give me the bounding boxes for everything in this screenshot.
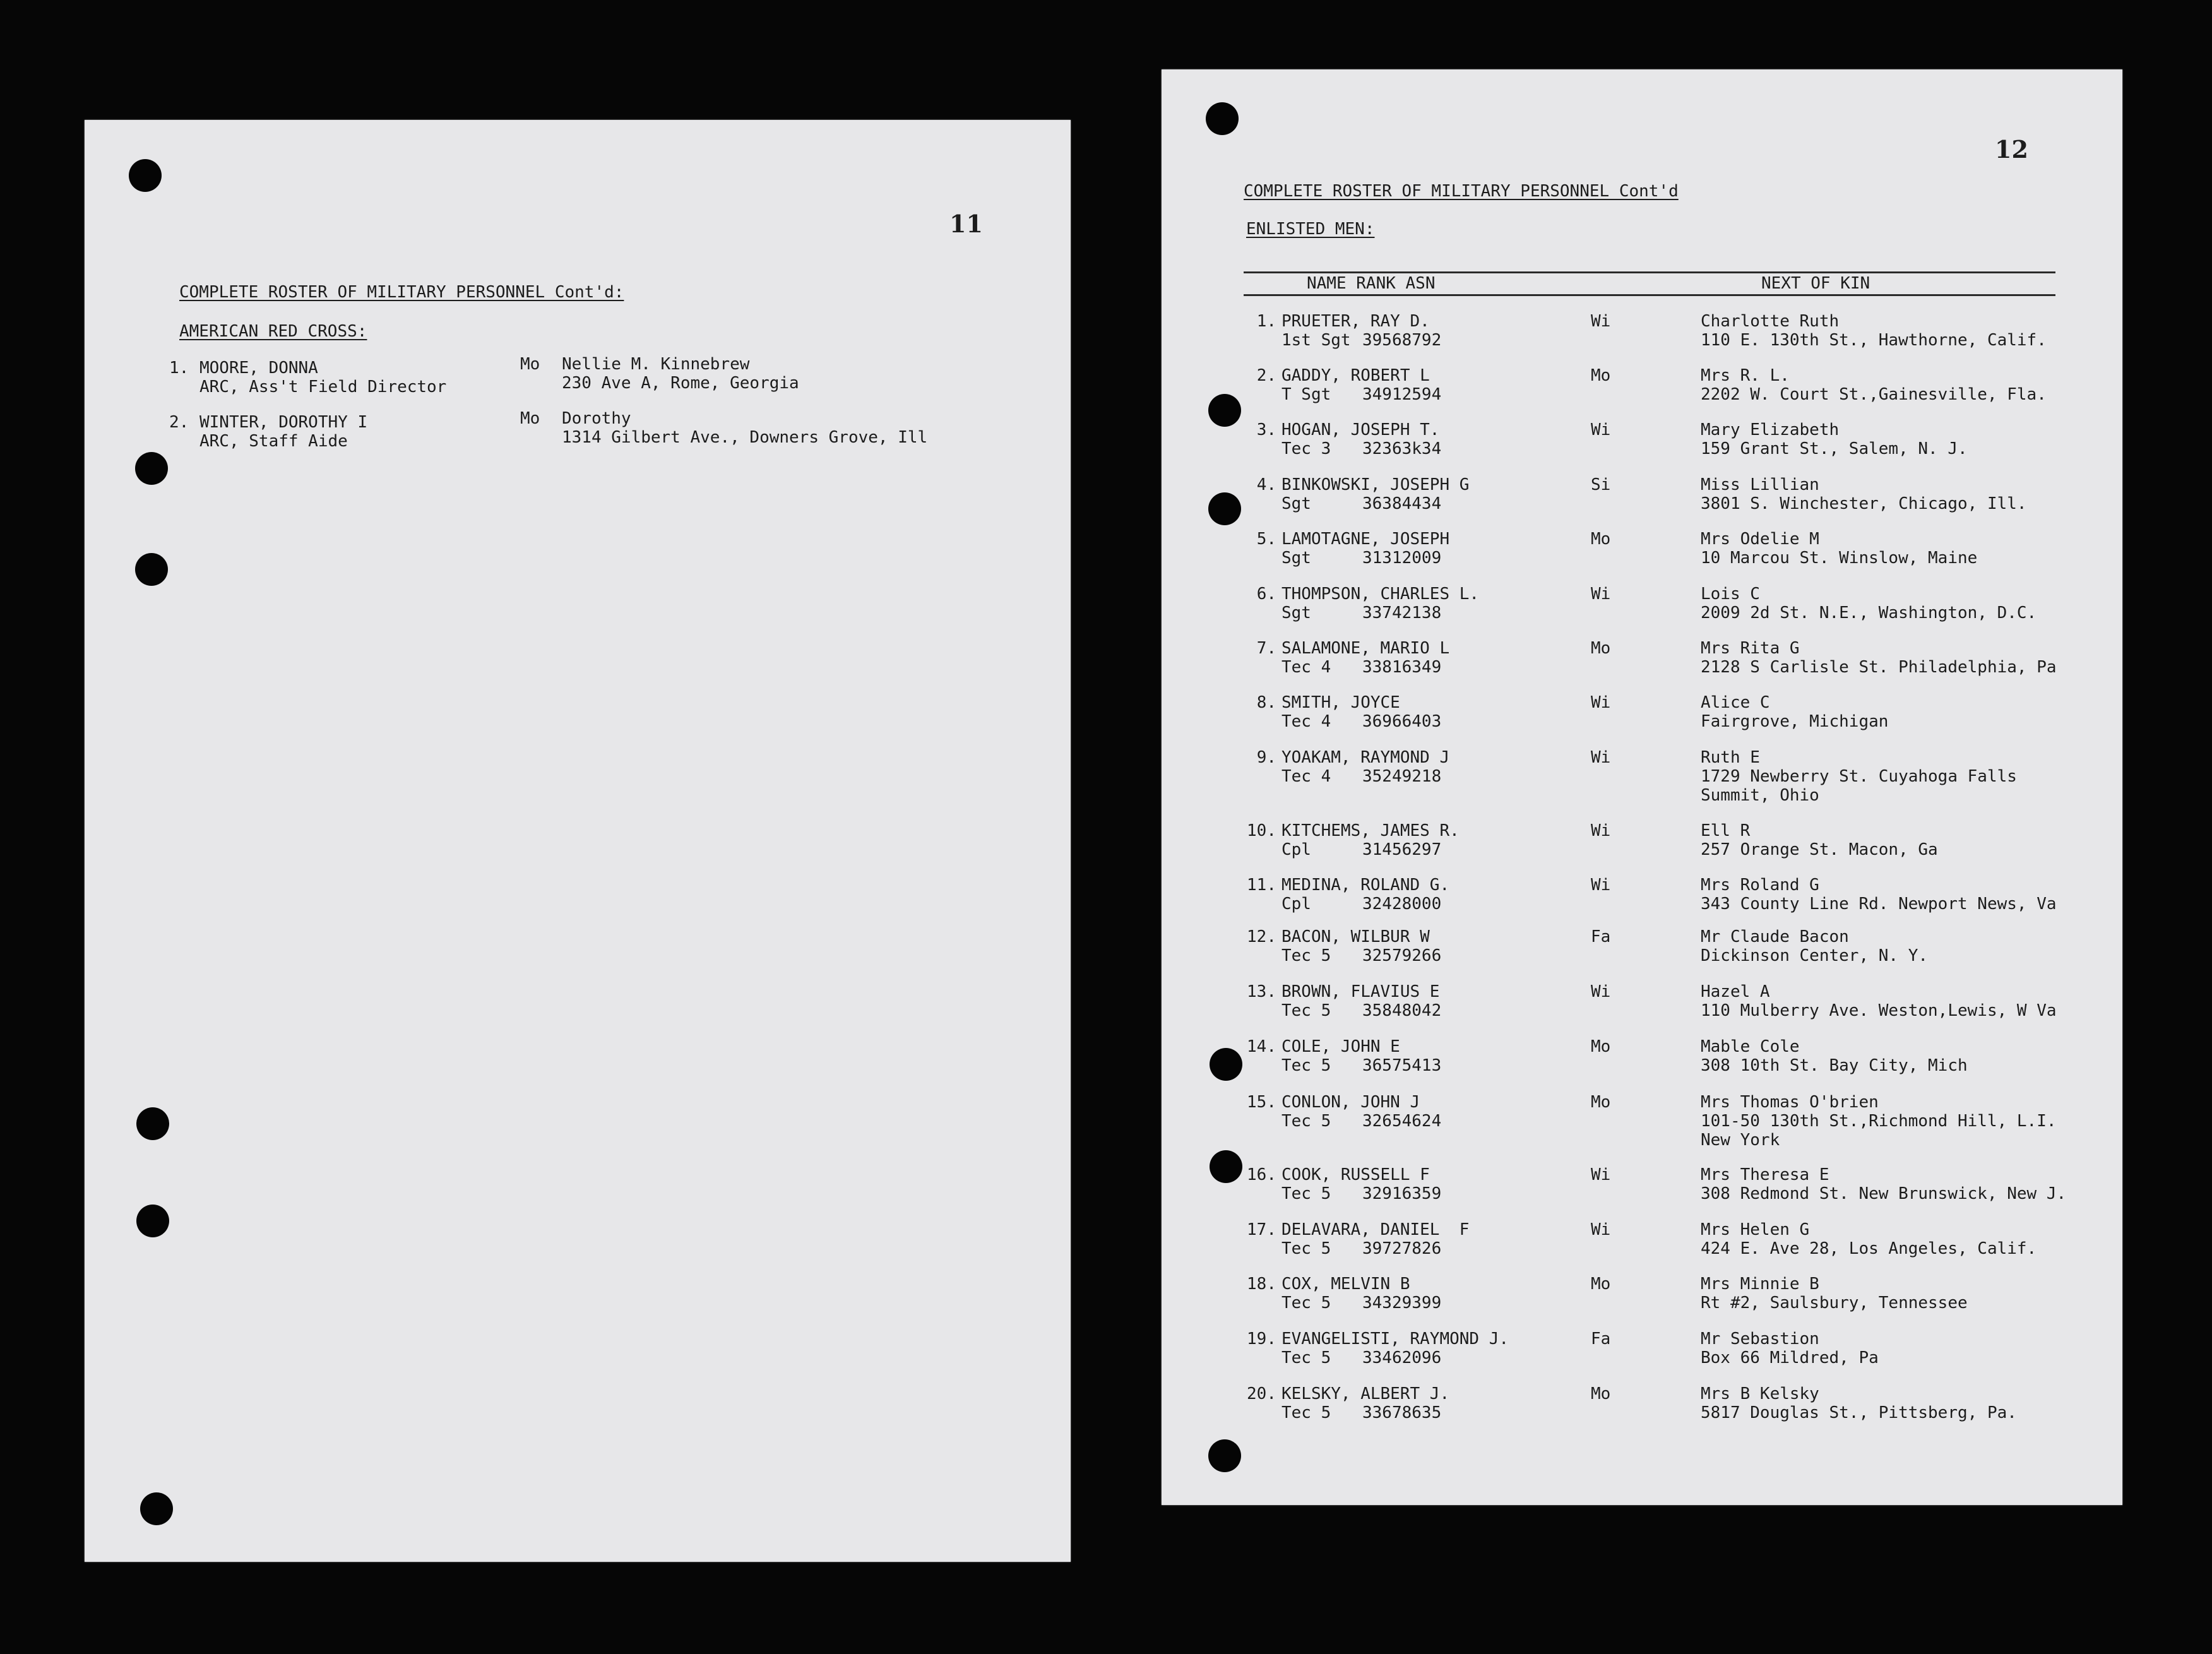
next-of-kin-address-line: 159 Grant St., Salem, N. J. bbox=[1701, 439, 1968, 458]
entry-position: ARC, Ass't Field Director bbox=[199, 378, 447, 396]
entry-name: COLE, JOHN E bbox=[1281, 1037, 1400, 1056]
entry-name: KELSKY, ALBERT J. bbox=[1281, 1384, 1450, 1403]
entry-number: 5. bbox=[1256, 530, 1276, 549]
entry-state-code: Mo bbox=[1591, 1384, 1611, 1403]
entry-asn: 33742138 bbox=[1362, 604, 1442, 622]
next-of-kin-address-line: New York bbox=[1701, 1131, 1780, 1150]
section-heading: AMERICAN RED CROSS: bbox=[179, 322, 367, 341]
next-of-kin-address-line: 5817 Douglas St., Pittsberg, Pa. bbox=[1701, 1403, 2017, 1422]
entry-asn: 36966403 bbox=[1362, 712, 1442, 731]
entry-name: HOGAN, JOSEPH T. bbox=[1281, 420, 1440, 439]
entry-state-code: Mo bbox=[1591, 639, 1611, 658]
right-document-page bbox=[1162, 69, 2122, 1505]
entry-number: 16. bbox=[1247, 1165, 1276, 1184]
next-of-kin-address-line: 101-50 130th St.,Richmond Hill, L.I. bbox=[1701, 1112, 2057, 1131]
next-of-kin-name: Nellie M. Kinnebrew bbox=[562, 355, 750, 374]
section-heading: ENLISTED MEN: bbox=[1246, 220, 1375, 239]
entry-asn: 32916359 bbox=[1362, 1184, 1442, 1203]
entry-name: CONLON, JOHN J bbox=[1281, 1093, 1420, 1112]
entry-number: 3. bbox=[1256, 420, 1276, 439]
entry-rank: Cpl bbox=[1281, 895, 1311, 913]
entry-state-code: Wi bbox=[1591, 585, 1611, 604]
entry-number: 19. bbox=[1247, 1330, 1276, 1348]
entry-name: COOK, RUSSELL F bbox=[1281, 1165, 1430, 1184]
roster-title: COMPLETE ROSTER OF MILITARY PERSONNEL Cont'd bbox=[1244, 182, 1679, 201]
entry-state-code: Fa bbox=[1591, 1330, 1611, 1348]
entry-rank: Sgt bbox=[1281, 549, 1311, 568]
entry-rank: T Sgt bbox=[1281, 385, 1331, 404]
entry-rank: Tec 5 bbox=[1281, 1112, 1331, 1131]
entry-number: 14. bbox=[1247, 1037, 1276, 1056]
entry-rank: Tec 4 bbox=[1281, 658, 1331, 677]
column-header-name: NAME RANK ASN bbox=[1307, 274, 1436, 293]
entry-name: YOAKAM, RAYMOND J bbox=[1281, 748, 1450, 767]
entry-state-code: Mo bbox=[1591, 530, 1611, 549]
next-of-kin-name: Dorothy bbox=[562, 409, 631, 428]
punch-hole bbox=[136, 1107, 169, 1140]
next-of-kin-name: Mrs R. L. bbox=[1701, 366, 1790, 385]
entry-state-code: Wi bbox=[1591, 420, 1611, 439]
entry-number: 4. bbox=[1256, 475, 1276, 494]
entry-state-code: Wi bbox=[1591, 1165, 1611, 1184]
entry-name: DELAVARA, DANIEL F bbox=[1281, 1220, 1470, 1239]
entry-state-code: Mo bbox=[520, 355, 540, 374]
entry-name: SALAMONE, MARIO L bbox=[1281, 639, 1450, 658]
entry-name: WINTER, DOROTHY I bbox=[199, 413, 368, 432]
entry-rank: Tec 5 bbox=[1281, 1294, 1331, 1312]
entry-rank: Tec 5 bbox=[1281, 1403, 1331, 1422]
entry-number: 12. bbox=[1247, 927, 1276, 946]
next-of-kin-name: Mrs Minnie B bbox=[1701, 1275, 1819, 1294]
entry-number: 10. bbox=[1247, 821, 1276, 840]
entry-state-code: Wi bbox=[1591, 982, 1611, 1001]
punch-hole bbox=[1208, 1439, 1241, 1472]
entry-state-code: Fa bbox=[1591, 927, 1611, 946]
entry-asn: 32654624 bbox=[1362, 1112, 1442, 1131]
entry-rank: Tec 5 bbox=[1281, 1348, 1331, 1367]
next-of-kin-name: Mable Cole bbox=[1701, 1037, 1800, 1056]
header-rule-top bbox=[1244, 271, 2055, 273]
entry-number: 17. bbox=[1247, 1220, 1276, 1239]
header-rule-bottom bbox=[1244, 294, 2055, 296]
entry-rank: Sgt bbox=[1281, 604, 1311, 622]
entry-state-code: Wi bbox=[1591, 693, 1611, 712]
entry-number: 8. bbox=[1256, 693, 1276, 712]
next-of-kin-address-line: 110 E. 130th St., Hawthorne, Calif. bbox=[1701, 331, 2047, 350]
page-number: 12 bbox=[1995, 135, 2028, 164]
entry-number: 20. bbox=[1247, 1384, 1276, 1403]
next-of-kin-name: Charlotte Ruth bbox=[1701, 312, 1840, 331]
roster-title: COMPLETE ROSTER OF MILITARY PERSONNEL Cont'd: bbox=[179, 283, 624, 302]
punch-hole bbox=[1208, 492, 1241, 525]
next-of-kin-name: Ruth E bbox=[1701, 748, 1760, 767]
entry-state-code: Mo bbox=[1591, 366, 1611, 385]
punch-hole bbox=[140, 1492, 173, 1525]
entry-state-code: Mo bbox=[1591, 1037, 1611, 1056]
next-of-kin-address-line: 2009 2d St. N.E., Washington, D.C. bbox=[1701, 604, 2037, 622]
next-of-kin-address-line: Rt #2, Saulsbury, Tennessee bbox=[1701, 1294, 1968, 1312]
next-of-kin-name: Miss Lillian bbox=[1701, 475, 1819, 494]
next-of-kin-address-line: Box 66 Mildred, Pa bbox=[1701, 1348, 1879, 1367]
entry-number: 2. bbox=[169, 413, 189, 432]
entry-state-code: Si bbox=[1591, 475, 1611, 494]
entry-name: KITCHEMS, JAMES R. bbox=[1281, 821, 1460, 840]
entry-name: BINKOWSKI, JOSEPH G bbox=[1281, 475, 1470, 494]
next-of-kin-address-line: 343 County Line Rd. Newport News, Va bbox=[1701, 895, 2057, 913]
entry-asn: 39727826 bbox=[1362, 1239, 1442, 1258]
entry-asn: 31456297 bbox=[1362, 840, 1442, 859]
entry-asn: 33816349 bbox=[1362, 658, 1442, 677]
entry-asn: 39568792 bbox=[1362, 331, 1442, 350]
entry-name: SMITH, JOYCE bbox=[1281, 693, 1400, 712]
next-of-kin-name: Mrs Rita G bbox=[1701, 639, 1800, 658]
next-of-kin-name: Mrs Theresa E bbox=[1701, 1165, 1829, 1184]
punch-hole bbox=[135, 452, 168, 485]
entry-number: 18. bbox=[1247, 1275, 1276, 1294]
next-of-kin-address: 230 Ave A, Rome, Georgia bbox=[562, 374, 799, 393]
entry-number: 1. bbox=[1256, 312, 1276, 331]
entry-asn: 34329399 bbox=[1362, 1294, 1442, 1312]
entry-name: EVANGELISTI, RAYMOND J. bbox=[1281, 1330, 1509, 1348]
entry-number: 2. bbox=[1256, 366, 1276, 385]
entry-asn: 36384434 bbox=[1362, 494, 1442, 513]
entry-name: BROWN, FLAVIUS E bbox=[1281, 982, 1440, 1001]
punch-hole bbox=[136, 1205, 169, 1237]
entry-asn: 32428000 bbox=[1362, 895, 1442, 913]
next-of-kin-name: Mary Elizabeth bbox=[1701, 420, 1840, 439]
entry-name: LAMOTAGNE, JOSEPH bbox=[1281, 530, 1450, 549]
entry-rank: Tec 5 bbox=[1281, 1184, 1331, 1203]
next-of-kin-name: Mrs Helen G bbox=[1701, 1220, 1810, 1239]
next-of-kin-name: Alice C bbox=[1701, 693, 1770, 712]
entry-name: MOORE, DONNA bbox=[199, 359, 318, 378]
entry-number: 7. bbox=[1256, 639, 1276, 658]
punch-hole bbox=[135, 553, 168, 586]
entry-number: 15. bbox=[1247, 1093, 1276, 1112]
entry-rank: Tec 5 bbox=[1281, 1056, 1331, 1075]
entry-rank: Tec 3 bbox=[1281, 439, 1331, 458]
next-of-kin-name: Mrs B Kelsky bbox=[1701, 1384, 1819, 1403]
next-of-kin-address-line: 10 Marcou St. Winslow, Maine bbox=[1701, 549, 1978, 568]
entry-number: 1. bbox=[169, 359, 189, 378]
entry-rank: Sgt bbox=[1281, 494, 1311, 513]
next-of-kin-address-line: 3801 S. Winchester, Chicago, Ill. bbox=[1701, 494, 2027, 513]
entry-name: THOMPSON, CHARLES L. bbox=[1281, 585, 1480, 604]
next-of-kin-name: Ell R bbox=[1701, 821, 1751, 840]
next-of-kin-name: Lois C bbox=[1701, 585, 1760, 604]
next-of-kin-address-line: 2128 S Carlisle St. Philadelphia, Pa bbox=[1701, 658, 2057, 677]
entry-name: PRUETER, RAY D. bbox=[1281, 312, 1430, 331]
entry-name: MEDINA, ROLAND G. bbox=[1281, 876, 1450, 895]
entry-asn: 34912594 bbox=[1362, 385, 1442, 404]
punch-hole bbox=[1208, 394, 1241, 427]
entry-state-code: Wi bbox=[1591, 821, 1611, 840]
entry-state-code: Mo bbox=[1591, 1275, 1611, 1294]
entry-asn: 32579266 bbox=[1362, 946, 1442, 965]
next-of-kin-address-line: 1729 Newberry St. Cuyahoga Falls bbox=[1701, 767, 2017, 786]
next-of-kin-name: Mr Claude Bacon bbox=[1701, 927, 1849, 946]
next-of-kin-name: Mrs Odelie M bbox=[1701, 530, 1819, 549]
entry-number: 9. bbox=[1256, 748, 1276, 767]
next-of-kin-address-line: Fairgrove, Michigan bbox=[1701, 712, 1889, 731]
left-document-page bbox=[85, 120, 1071, 1562]
entry-number: 6. bbox=[1256, 585, 1276, 604]
entry-asn: 33678635 bbox=[1362, 1403, 1442, 1422]
entry-rank: Tec 4 bbox=[1281, 767, 1331, 786]
entry-name: COX, MELVIN B bbox=[1281, 1275, 1410, 1294]
entry-asn: 31312009 bbox=[1362, 549, 1442, 568]
entry-name: GADDY, ROBERT L bbox=[1281, 366, 1430, 385]
entry-asn: 35249218 bbox=[1362, 767, 1442, 786]
entry-asn: 33462096 bbox=[1362, 1348, 1442, 1367]
next-of-kin-name: Mrs Roland G bbox=[1701, 876, 1819, 895]
next-of-kin-address: 1314 Gilbert Ave., Downers Grove, Ill bbox=[562, 428, 928, 447]
entry-state-code: Wi bbox=[1591, 876, 1611, 895]
next-of-kin-address-line: 308 Redmond St. New Brunswick, New J. bbox=[1701, 1184, 2067, 1203]
entry-position: ARC, Staff Aide bbox=[199, 432, 348, 451]
entry-number: 13. bbox=[1247, 982, 1276, 1001]
entry-rank: Tec 5 bbox=[1281, 1239, 1331, 1258]
punch-hole bbox=[1206, 102, 1239, 135]
next-of-kin-address-line: Dickinson Center, N. Y. bbox=[1701, 946, 1929, 965]
entry-name: BACON, WILBUR W bbox=[1281, 927, 1430, 946]
entry-rank: 1st Sgt bbox=[1281, 331, 1351, 350]
column-header-kin: NEXT OF KIN bbox=[1761, 274, 1870, 293]
entry-asn: 36575413 bbox=[1362, 1056, 1442, 1075]
next-of-kin-address-line: Summit, Ohio bbox=[1701, 786, 1819, 805]
entry-state-code: Mo bbox=[520, 409, 540, 428]
page-number: 11 bbox=[949, 210, 983, 238]
next-of-kin-address-line: 424 E. Ave 28, Los Angeles, Calif. bbox=[1701, 1239, 2037, 1258]
entry-state-code: Mo bbox=[1591, 1093, 1611, 1112]
entry-rank: Tec 4 bbox=[1281, 712, 1331, 731]
next-of-kin-address-line: 2202 W. Court St.,Gainesville, Fla. bbox=[1701, 385, 2047, 404]
punch-hole bbox=[129, 159, 162, 192]
next-of-kin-address-line: 308 10th St. Bay City, Mich bbox=[1701, 1056, 1968, 1075]
entry-asn: 32363k34 bbox=[1362, 439, 1442, 458]
next-of-kin-name: Hazel A bbox=[1701, 982, 1770, 1001]
entry-asn: 35848042 bbox=[1362, 1001, 1442, 1020]
entry-number: 11. bbox=[1247, 876, 1276, 895]
next-of-kin-name: Mr Sebastion bbox=[1701, 1330, 1819, 1348]
next-of-kin-name: Mrs Thomas O'brien bbox=[1701, 1093, 1879, 1112]
entry-state-code: Wi bbox=[1591, 748, 1611, 767]
entry-rank: Tec 5 bbox=[1281, 1001, 1331, 1020]
entry-rank: Tec 5 bbox=[1281, 946, 1331, 965]
entry-state-code: Wi bbox=[1591, 1220, 1611, 1239]
next-of-kin-address-line: 110 Mulberry Ave. Weston,Lewis, W Va bbox=[1701, 1001, 2057, 1020]
next-of-kin-address-line: 257 Orange St. Macon, Ga bbox=[1701, 840, 1938, 859]
punch-hole bbox=[1210, 1048, 1242, 1081]
entry-rank: Cpl bbox=[1281, 840, 1311, 859]
entry-state-code: Wi bbox=[1591, 312, 1611, 331]
punch-hole bbox=[1210, 1150, 1242, 1183]
